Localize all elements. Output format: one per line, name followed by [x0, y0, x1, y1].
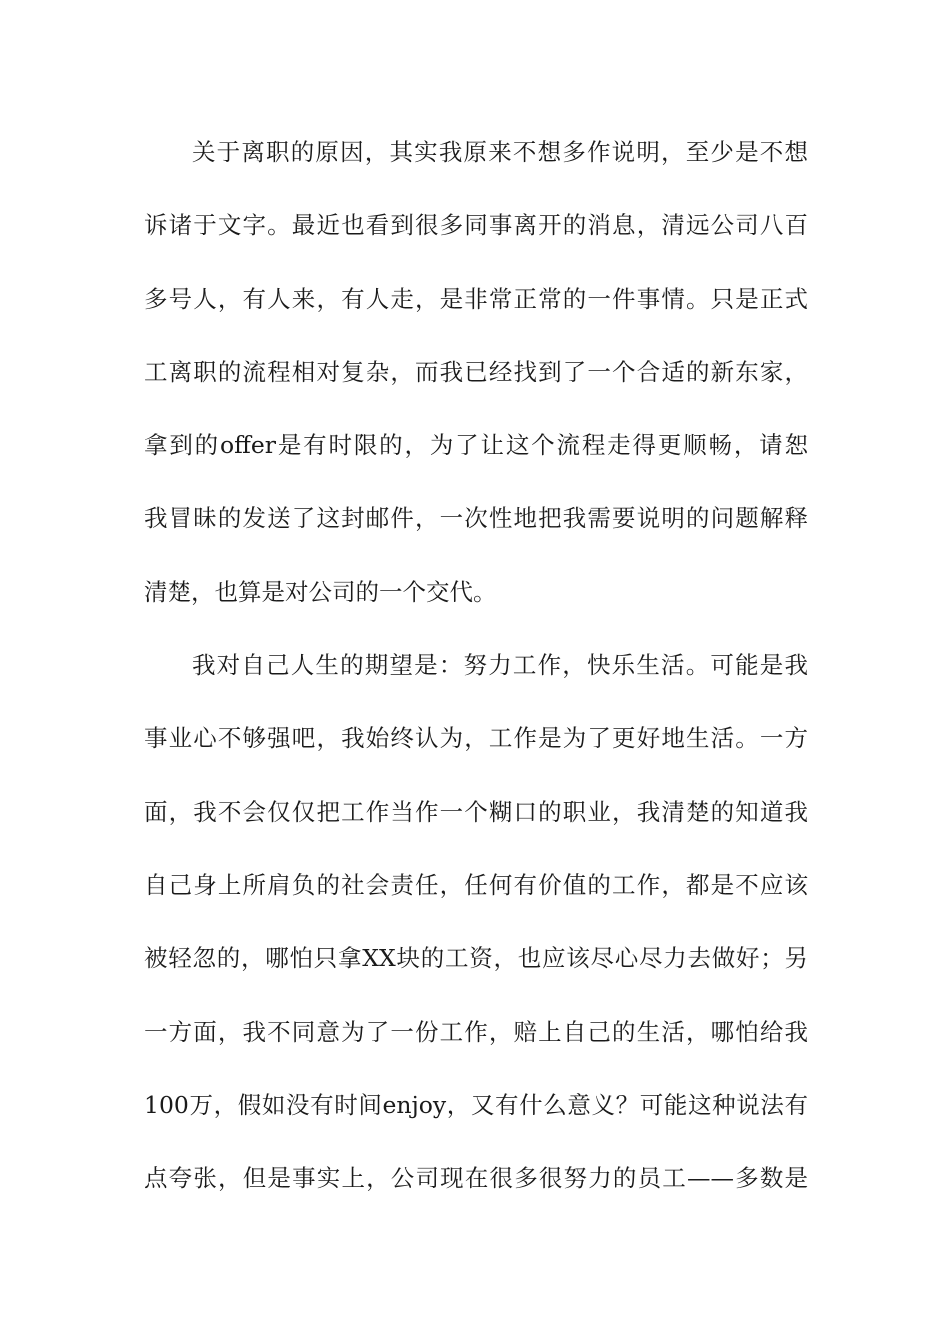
text-line: 多号人，有人来，有人走，是非常正常的一件事情。只是正式	[144, 284, 808, 313]
text-line: 拿到的offer是有时限的，为了让这个流程走得更顺畅，请恕	[144, 431, 808, 460]
text-line: 工离职的流程相对复杂，而我已经找到了一个合适的新东家，	[144, 357, 808, 386]
text-line: 我对自己人生的期望是：努力工作，快乐生活。可能是我	[192, 651, 808, 680]
text-line: 点夸张，但是事实上，公司现在很多很努力的员工——多数是	[144, 1164, 808, 1193]
text-line: 诉诸于文字。最近也看到很多同事离开的消息，清远公司八百	[144, 211, 808, 240]
text-line: 100万，假如没有时间enjoy，又有什么意义？可能这种说法有	[144, 1090, 808, 1119]
text-line: 被轻忽的，哪怕只拿XX块的工资，也应该尽心尽力去做好；另	[144, 944, 808, 973]
document-body	[144, 122, 808, 1221]
paragraph	[144, 122, 808, 635]
text-line: 面，我不会仅仅把工作当作一个糊口的职业，我清楚的知道我	[144, 797, 808, 826]
text-line: 关于离职的原因，其实我原来不想多作说明，至少是不想	[192, 138, 808, 166]
paragraph	[144, 635, 808, 1221]
text-line: 事业心不够强吧，我始终认为，工作是为了更好地生活。一方	[144, 724, 808, 753]
text-line: 我冒昧的发送了这封邮件，一次性地把我需要说明的问题解释	[144, 504, 808, 533]
text-line: 自己身上所肩负的社会责任，任何有价值的工作，都是不应该	[144, 870, 808, 899]
text-line: 清楚，也算是对公司的一个交代。	[144, 577, 497, 606]
text-line: 一方面，我不同意为了一份工作，赔上自己的生活，哪怕给我	[144, 1017, 808, 1046]
